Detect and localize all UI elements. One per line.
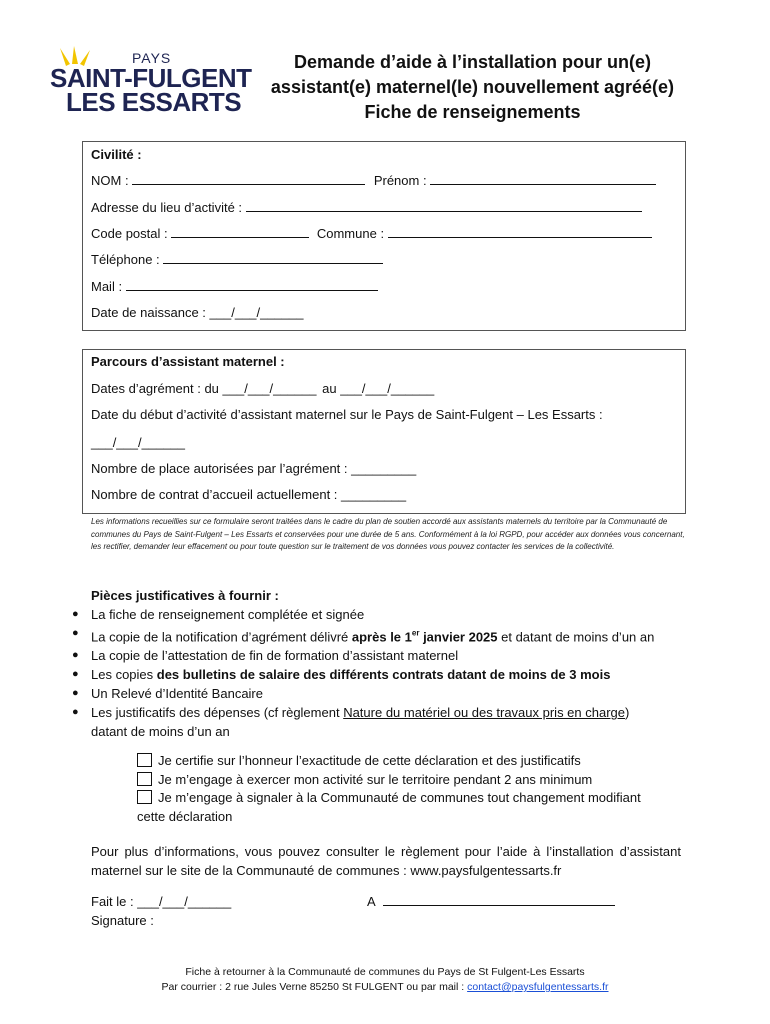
list-item: ● Un Relevé d’Identité Bancaire [72,686,263,702]
engagement-3: Je m’engage à signaler à la Communauté de communes tout changement modifiant [137,789,697,808]
date-naissance-field[interactable]: ___/___/______ [209,305,304,320]
rgpd-note: Les informations recueillies sur ce formulaire seront traitées dans le cadre du plan de soutien accordé aux assistants maternels du territoire par la Communauté de communes du Pays de Saint-Fulgent – Les Essarts et conservées pour une durée de 5 ans. Conformément à la loi RGPD, pour accéder aux données vous concernant, les rectifier, demander leur effacement ou pour toute question sur le traitement de vos données vous pouvez contacter les services de la collectivité. [91,517,685,552]
bullet-icon: ● [72,668,79,681]
debut-activite-label: Date du début d’activité d’assistant maternel sur le Pays de Saint-Fulgent – Les Essarts : [91,407,603,422]
parcours-heading: Parcours d’assistant maternel : [91,354,285,369]
mail-row [91,279,378,294]
adresse-row [91,200,642,215]
email-link[interactable]: contact@paysfulgentessarts.fr [467,981,609,993]
bullet-icon: ● [72,687,79,700]
code-postal-row [91,226,652,241]
bullet-icon: ● [72,608,79,620]
date-naissance-row [91,305,304,320]
prenom-label: Prénom : [373,173,427,188]
date-naissance-label: Date de naissance : [91,305,206,320]
signature-label: Signature : [91,913,154,928]
commune-label: Commune : [316,226,385,241]
code-postal-field[interactable] [171,227,309,238]
places-field[interactable]: _________ [351,461,417,476]
fait-le-row [91,894,231,909]
checkbox-certifie[interactable] [137,753,152,767]
pieces-heading: Pièces justificatives à fournir : [91,588,279,603]
title-line3: Fiche de renseignements [364,102,581,122]
bullet-icon: ● [72,627,79,639]
places-row [91,461,416,476]
fait-le-label: Fait le : [91,894,134,909]
parcours-section [82,349,686,514]
civilite-heading: Civilité : [91,147,142,162]
contrats-label: Nombre de contrat d’accueil actuellement : [91,487,338,502]
list-item: ● Les justificatifs des dépenses (cf règlement Nature du matériel ou des travaux pris en charge) datant de moins d’un an [72,705,630,740]
list-item: ● La copie de l’attestation de fin de formation d’assistant maternel [72,648,459,664]
adresse-field[interactable] [246,201,642,212]
date-agrement-to-field[interactable]: ___/___/______ [340,381,435,396]
telephone-label: Téléphone : [91,252,160,267]
mail-label: Mail : [91,279,123,294]
code-postal-label: Code postal : [91,226,168,241]
au-label: au [322,381,337,396]
bullet-icon: ● [72,706,79,719]
dates-agrement-row [91,381,434,396]
logo-line1: SAINT-FULGENT [50,63,252,93]
civilite-section [82,141,686,331]
lieu-field[interactable] [383,895,615,906]
adresse-label: Adresse du lieu d’activité : [91,200,243,215]
document-title [240,50,705,125]
info-paragraph: Pour plus d’informations, vous pouvez consulter le règlement pour l’aide à l’installation d’assistant maternel sur le site de la Communauté de communes : www.paysfulgentessarts.fr [91,844,681,878]
list-item: ● Les copies des bulletins de salaire des différents contrats datant de moins de 3 mois [72,667,611,683]
footer-line1: Fiche à retourner à la Communauté de communes du Pays de St Fulgent-Les Essarts [185,966,585,978]
engagement-3-cont: cette déclaration [137,808,233,824]
dates-agrement-label: Dates d’agrément : du [91,381,219,396]
pieces-list [72,605,712,741]
logo-pays: PAYS [132,50,172,66]
fait-le-field[interactable]: ___/___/______ [137,894,232,909]
prenom-field[interactable] [430,174,656,185]
checkbox-exercer[interactable] [137,772,152,786]
lieu-row [367,894,615,909]
a-label: A [367,894,375,909]
title-line1: Demande d’aide à l’installation pour un(e) [293,52,652,72]
checkbox-signaler[interactable] [137,790,152,804]
engagement-1: Je certifie sur l’honneur l’exactitude de cette déclaration et des justificatifs [137,752,697,771]
contrats-field[interactable]: _________ [341,487,407,502]
telephone-field[interactable] [163,253,383,264]
list-item: ● La fiche de renseignement complétée et signée [72,607,365,622]
nom-label: NOM : [91,173,129,188]
bullet-icon: ● [72,649,79,662]
title-line2: assistant(e) maternel(le) nouvellement agréé(e) [270,77,675,97]
contrats-row [91,487,406,502]
nom-field[interactable] [132,174,365,185]
commune-field[interactable] [388,227,652,238]
nom-row [91,173,656,188]
places-label: Nombre de place autorisées par l’agrément : [91,461,348,476]
footer-line2: Par courrier : 2 rue Jules Verne 85250 St FULGENT ou par mail : contact@paysfulgentessarts.fr [161,981,609,993]
date-agrement-from-field[interactable]: ___/___/______ [222,381,317,396]
reglement-link[interactable]: Nature du matériel ou des travaux pris en charge [343,705,626,721]
telephone-row [91,252,383,267]
logo [44,50,254,117]
debut-activite-field[interactable]: ___/___/______ [91,435,185,450]
engagements [137,752,697,826]
list-item: ● La copie de la notification d’agrément délivré après le 1er janvier 2025 et datant de moins d’un an [72,624,712,646]
mail-field[interactable] [126,280,378,291]
engagement-2: Je m’engage à exercer mon activité sur le territoire pendant 2 ans minimum [137,771,697,790]
logo-line2: LES ESSARTS [66,87,242,117]
